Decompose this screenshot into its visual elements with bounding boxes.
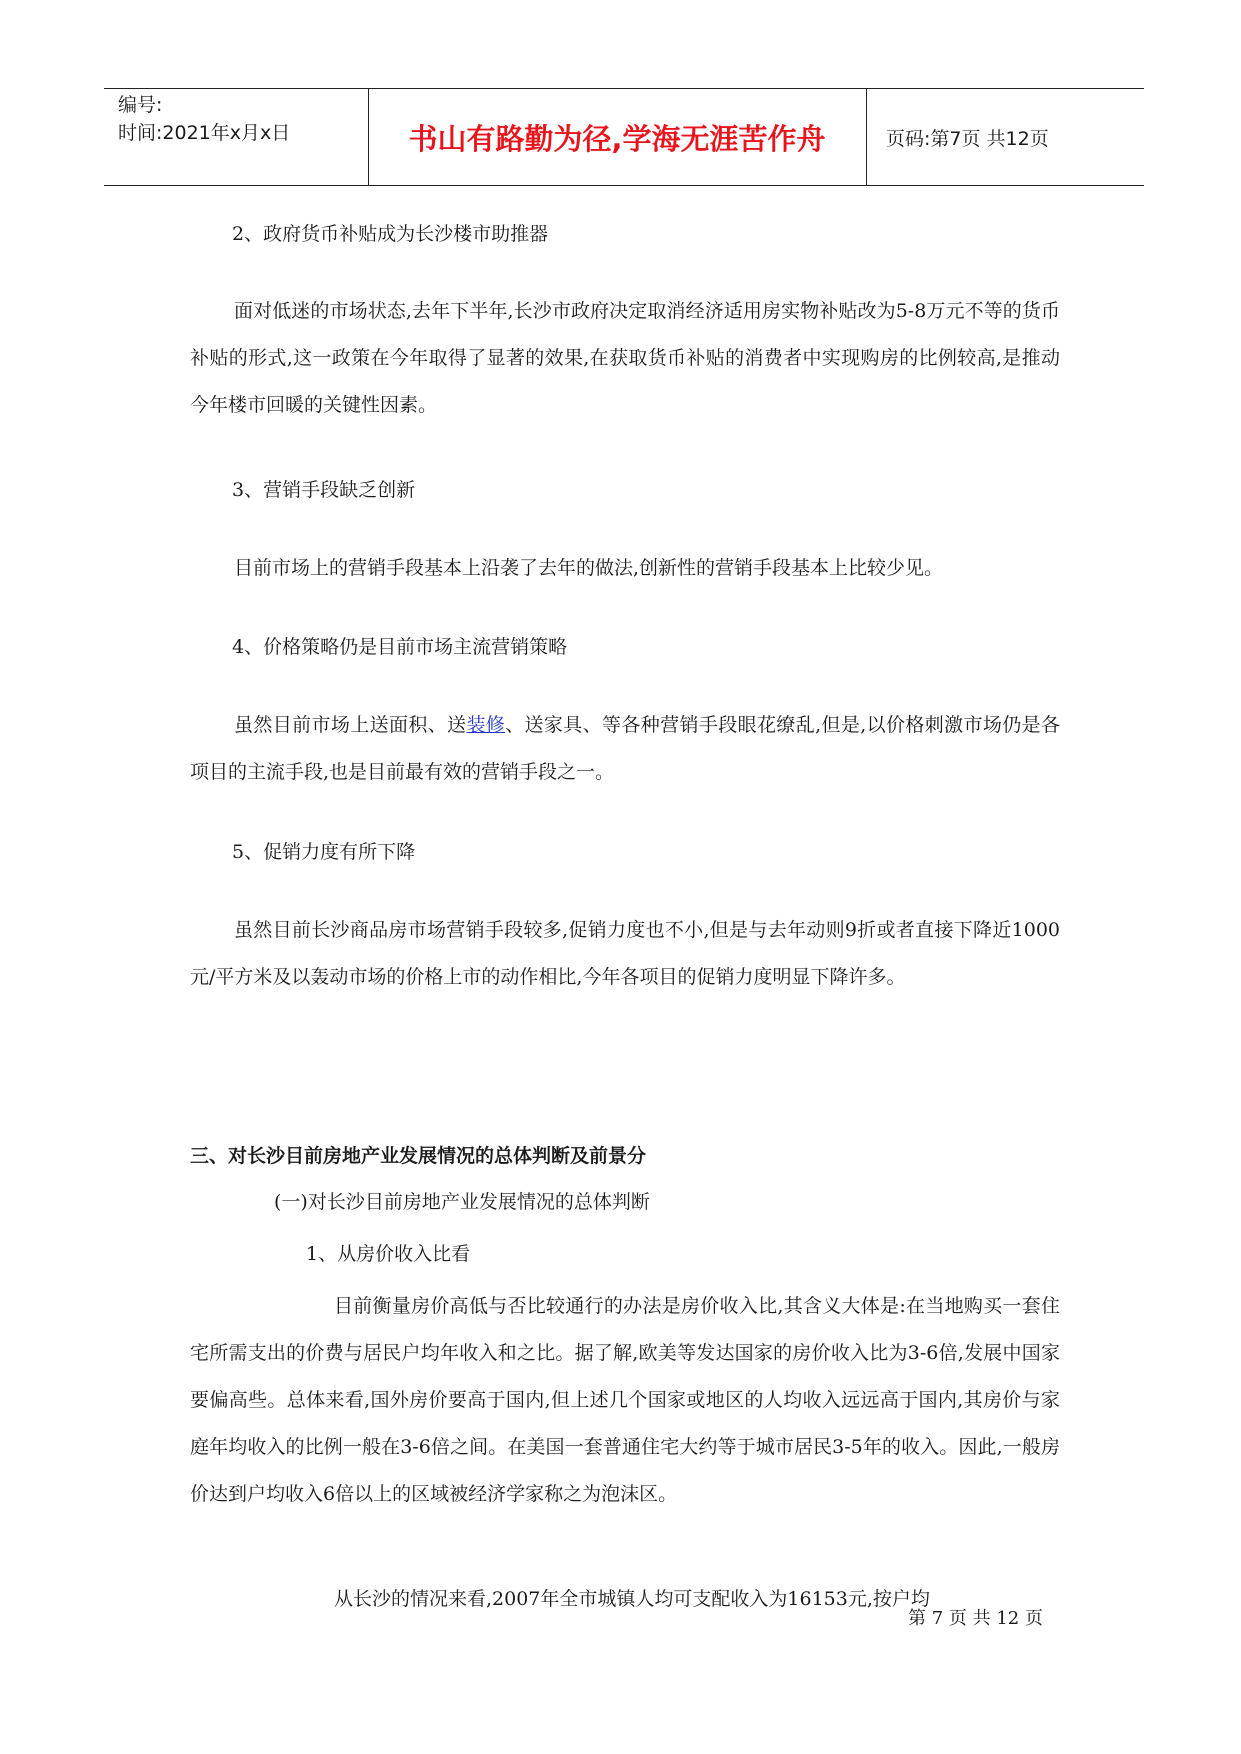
header-time-label: 时间:2021年x月x日 — [118, 122, 291, 144]
paragraph-4-text-end: 、送家具、等各种营销手段眼花缭乱,但是,以价格刺激市场仍是各项目的主流手段,也是目前最有效的营销手段之一。 — [190, 714, 1060, 783]
subsection-item-1: 1、从房价收入比看 — [306, 1243, 471, 1265]
subheading-2: 2、政府货币补贴成为长沙楼市助推器 — [232, 223, 549, 245]
header-divider-left — [368, 89, 369, 185]
header-page-info: 页码:第7页 共12页 — [886, 127, 1049, 150]
header-motto: 书山有路勤为径,学海无涯苦作舟 — [408, 121, 826, 156]
header-divider-right — [866, 89, 867, 185]
header-number-label: 编号: — [118, 94, 163, 116]
decoration-link[interactable]: 装修 — [466, 714, 506, 736]
paragraph-4-text-start: 虽然目前市场上送面积、送 — [234, 714, 467, 736]
subheading-3: 3、营销手段缺乏创新 — [232, 479, 416, 501]
subsection-heading-1: (一)对长沙目前房地产业发展情况的总体判断 — [274, 1191, 650, 1213]
paragraph-2: 面对低迷的市场状态,去年下半年,长沙市政府决定取消经济适用房实物补贴改为5-8万元不等的货币补贴的形式,这一政策在今年取得了显著的效果,在获取货币补贴的消费者中实现购房的比例较高,是推动今年楼市回暖的关键性因素。 — [190, 300, 1060, 416]
subheading-4: 4、价格策略仍是目前市场主流营销策略 — [232, 636, 568, 658]
paragraph-3: 目前市场上的营销手段基本上沿袭了去年的做法,创新性的营销手段基本上比较少见。 — [234, 557, 944, 579]
page-footer: 第 7 页 共 12 页 — [908, 1608, 1043, 1629]
header-meta — [118, 91, 368, 147]
paragraph-5: 虽然目前长沙商品房市场营销手段较多,促销力度也不小,但是与去年动则9折或者直接下降近1000元/平方米及以轰动市场的价格上市的动作相比,今年各项目的促销力度明显下降许多。 — [190, 919, 1060, 988]
subheading-5: 5、促销力度有所下降 — [232, 841, 416, 863]
paragraph-4 — [190, 702, 1060, 796]
paragraph-6: 目前衡量房价高低与否比较通行的办法是房价收入比,其含义大体是:在当地购买一套住宅所需支出的价费与居民户均年收入和之比。据了解,欧美等发达国家的房价收入比为3-6倍,发展中国家要偏高些。总体来看,国外房价要高于国内,但上述几个国家或地区的人均收入远远高于国内,其房价与家庭年均收入的比例一般在3-6倍之间。在美国一套普通住宅大约等于城市居民3-5年的收入。因此,一般房价达到户均收入6倍以上的区域被经济学家称之为泡沫区。 — [190, 1295, 1060, 1505]
section-heading-3: 三、对长沙目前房地产业发展情况的总体判断及前景分 — [190, 1145, 647, 1167]
page-header — [104, 88, 1144, 186]
paragraph-7: 从长沙的情况来看,2007年全市城镇人均可支配收入为16153元,按户均 — [334, 1588, 930, 1610]
